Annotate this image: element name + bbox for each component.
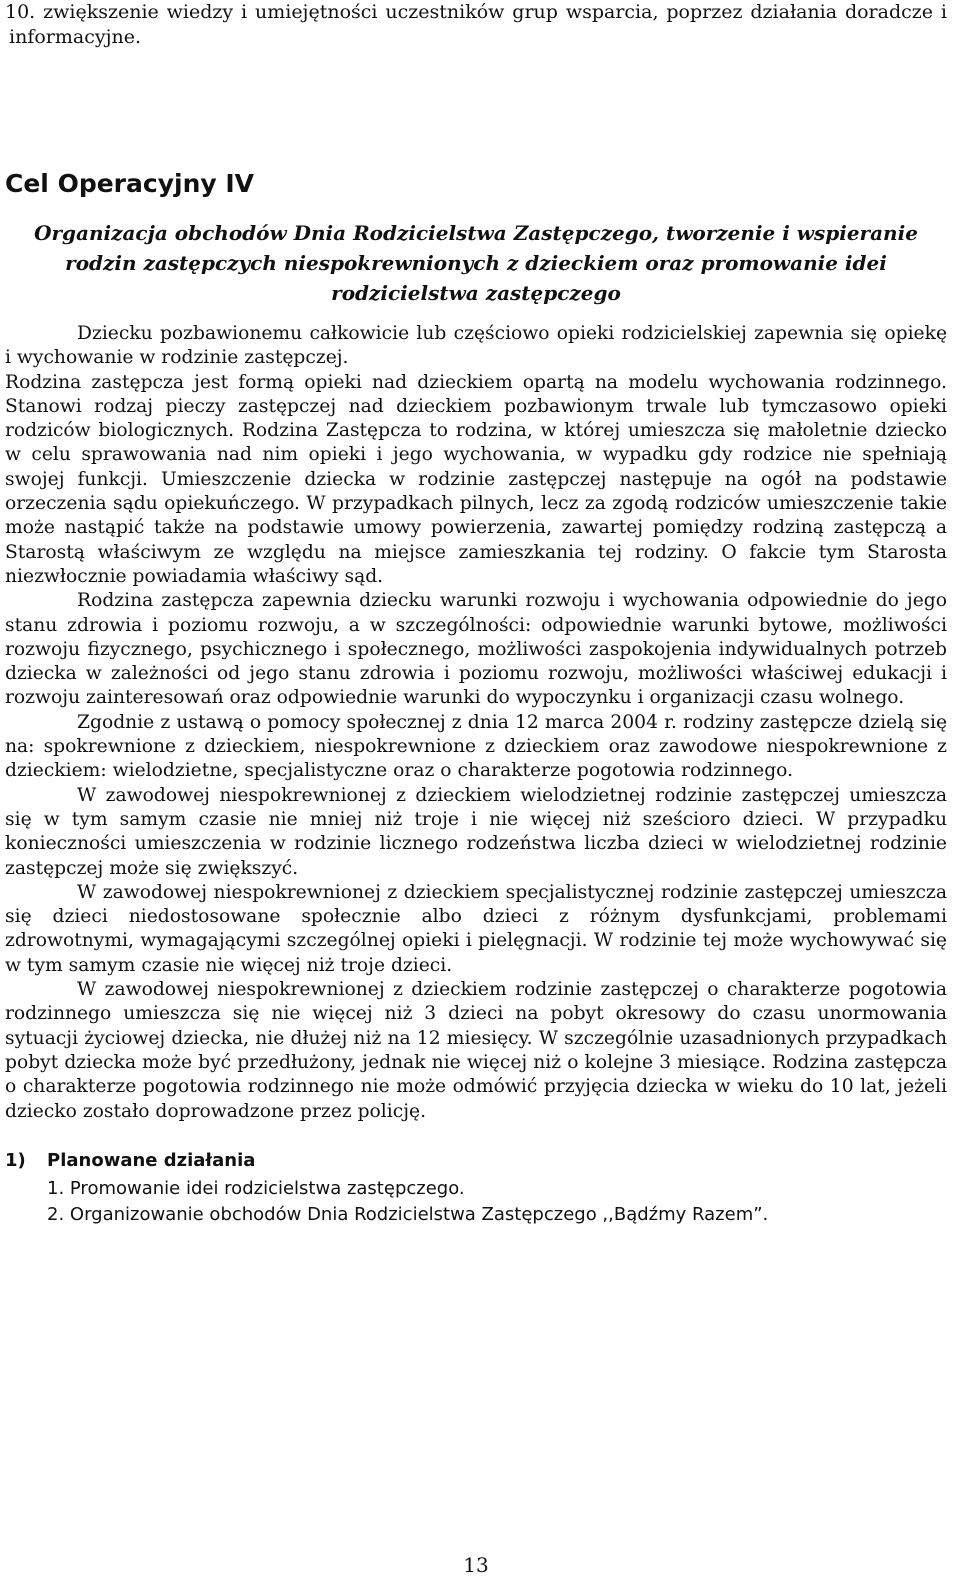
planned-actions-list <box>5 1176 947 1228</box>
planned-actions-title: Planowane działania <box>47 1149 256 1171</box>
body-text <box>5 322 947 1124</box>
paragraph-6: W zawodowej niespokrewnionej z dzieckiem specjalistycznej rodzinie zastępczej umieszcza się dzieci niedostosowane społecznie albo dzieci z różnym dysfunkcjami, problemami zdrowotnymi, wymagającymi szczególnej opieki i pielęgnacji. W rodzinie tej może wychowywać się w tym samym czasie nie więcej niż troje dzieci. <box>5 881 947 976</box>
planned-actions-number: 1) <box>5 1149 26 1171</box>
paragraph-1: Dziecku pozbawionemu całkowicie lub częściowo opieki rodzicielskiej zapewnia się opiekę i wychowanie w rodzinie zastępczej. <box>5 323 947 369</box>
paragraph-2: Rodzina zastępcza jest formą opieki nad dzieckiem opartą na modelu wychowania rodzinnego. Stanowi rodzaj pieczy zastępczej nad dzieckiem pozbawionym trwale lub tymczasowo opieki rodziców biologicznych. Rodzina Zastępcza to rodzina, w której umieszcza się małoletnie dziecko w celu sprawowania nad nim opieki i jego wychowania, w wypadku gdy rodzice nie spełniają swojej funkcji. Umieszczenie dziecka w rodzinie zastępczej następuje na ogół na podstawie orzeczenia sądu opiekuńczego. W przypadkach pilnych, lecz za zgodą rodziców umieszczenie takie może nastąpić także na podstawie umowy powierzenia, zawartej pomiędzy rodziną zastępczą a Starostą właściwym ze względu na miejsce zamieszkania tej rodziny. O fakcie tym Starosta niezwłocznie powiadamia właściwy sąd. <box>5 371 947 587</box>
planned-actions <box>5 1148 947 1228</box>
document-page <box>5 0 947 1228</box>
section-subtitle: Organizacja obchodów Dnia Rodzicielstwa Zastępczego, tworzenie i wspieranie rodzin zastępczych niespokrewnionych z dzieckiem oraz promowanie idei rodzicielstwa zastępczego <box>34 221 918 305</box>
section-heading: Cel Operacyjny IV <box>5 169 255 198</box>
list-item-10: 10. zwiększenie wiedzy i umiejętności uczestników grup wsparcia, poprzez działania doradcze i informacyjne. <box>5 1 947 48</box>
list-item: 1. Promowanie idei rodzicielstwa zastępczego. <box>47 1177 465 1199</box>
paragraph-3: Rodzina zastępcza zapewnia dziecku warunki rozwoju i wychowania odpowiednie do jego stanu zdrowia i poziomu rozwoju, a w szczególności: odpowiednie warunki bytowe, możliwości rozwoju fizycznego, psychicznego i społecznego, możliwości zaspokojenia indywidualnych potrzeb dziecka w zależności od jego stanu zdrowia i poziomu rozwoju, możliwości właściwej edukacji i rozwoju zainteresowań oraz odpowiednie warunki do wypoczynku i organizacji czasu wolnego. <box>5 590 947 709</box>
planned-actions-heading <box>5 1148 947 1174</box>
paragraph-5: W zawodowej niespokrewnionej z dzieckiem wielodzietnej rodzinie zastępczej umieszcza się w tym samym czasie nie mniej niż troje i nie więcej niż sześcioro dzieci. W przypadku konieczności umieszczenia w rodzinie licznego rodzeństwa liczba dzieci w wielodzietnej rodzinie zastępczej może się zwiększyć. <box>5 784 947 879</box>
paragraph-4: Zgodnie z ustawą o pomocy społecznej z dnia 12 marca 2004 r. rodziny zastępcze dzielą się na: spokrewnione z dzieckiem, niespokrewnione z dzieckiem oraz zawodowe niespokrewnione z dzieckiem: wielodzietne, specjalistyczne oraz o charakterze pogotowia rodzinnego. <box>5 711 947 782</box>
page-number: 13 <box>463 1553 489 1577</box>
list-item: 2. Organizowanie obchodów Dnia Rodzicielstwa Zastępczego ,,Bądźmy Razem”. <box>47 1203 769 1225</box>
paragraph-7: W zawodowej niespokrewnionej z dzieckiem rodzinie zastępczej o charakterze pogotowia rodzinnego umieszcza się nie więcej niż 3 dzieci na pobyt okresowy do czasu unormowania sytuacji życiowej dziecka, nie dłużej niż na 12 miesięcy. W szczególnie uzasadnionych przypadkach pobyt dziecka może być przedłużony, jednak nie więcej niż o kolejne 3 miesiące. Rodzina zastępcza o charakterze pogotowia rodzinnego nie może odmówić przyjęcia dziecka w wieku do 10 lat, jeżeli dziecko zostało doprowadzone przez policję. <box>5 979 947 1122</box>
